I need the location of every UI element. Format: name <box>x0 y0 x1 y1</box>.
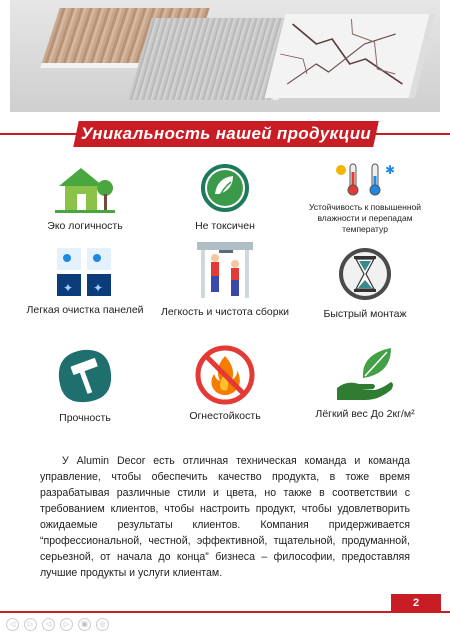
description-paragraph: У Alumin Decor есть отличная техническая команда и команда управление, чтобы обеспечить качество продукта, в тоже время разрабатывая различные стили и цвета, но также в соответствии с требованием клиентов, чтобы настроить продукт, чтобы удовлетворить ожидаемые результаты клиентов. Компания придерживается “профессиональной, честной, эффективной, тщательной, продуманной, серьезной, от начала до конца” бизнеса – философии, предоставляя лучшие продукты и услуги клиентам. <box>40 455 410 579</box>
feature-durability <box>20 344 150 425</box>
hand-leaf-icon <box>333 344 397 404</box>
svg-text:✦: ✦ <box>63 281 74 295</box>
feature-eco <box>20 160 150 233</box>
viewer-nav <box>6 618 109 631</box>
feature-assembly <box>160 240 290 319</box>
thermometer-icon <box>333 160 397 198</box>
svg-text:✱: ✱ <box>385 163 396 177</box>
feature-non-toxic <box>160 160 290 233</box>
feature-label: Легкая очистка панелей <box>26 304 144 316</box>
feature-fast-install <box>300 244 430 321</box>
feature-label: Прочность <box>59 412 111 424</box>
nav-next-icon[interactable]: ▷ <box>60 618 73 631</box>
feature-label: Огнестойкость <box>189 410 261 422</box>
nav-prev-icon[interactable]: ▷ <box>24 618 37 631</box>
nav-first-icon[interactable]: ◁ <box>6 618 19 631</box>
section-title: Уникальность нашей продукции <box>80 124 372 143</box>
feature-label: Не токсичен <box>195 220 255 232</box>
cleaning-icon <box>53 246 117 300</box>
assembly-workers-icon <box>193 240 257 302</box>
feature-moisture-resistance <box>300 160 430 235</box>
feature-label: Легкость и чистота сборки <box>160 306 290 318</box>
page-number: 2 <box>391 594 441 612</box>
feature-label: Устойчивость к повышенной влажности и перепадам температур <box>308 202 422 234</box>
hourglass-icon <box>335 244 395 304</box>
feature-fire-resistance <box>160 344 290 423</box>
section-banner <box>0 121 450 147</box>
nav-zoom-icon[interactable]: ◎ <box>96 618 109 631</box>
marble-panel-image <box>265 14 436 98</box>
no-fire-icon <box>194 344 256 406</box>
feature-label: Лёгкий вес До 2кг/м² <box>315 408 415 420</box>
svg-text:✦: ✦ <box>93 281 104 295</box>
feature-label: Эко логичность <box>47 220 123 232</box>
feature-easy-cleaning <box>20 246 150 317</box>
nav-back-icon[interactable]: ◁ <box>42 618 55 631</box>
leaf-icon <box>197 160 253 216</box>
footer-line <box>0 611 450 613</box>
hammer-icon <box>53 344 117 408</box>
nav-pages-icon[interactable]: ▣ <box>78 618 91 631</box>
feature-light-weight <box>300 344 430 421</box>
eco-house-icon <box>53 160 117 216</box>
hero-image <box>10 0 440 112</box>
feature-label: Быстрый монтаж <box>323 308 407 320</box>
